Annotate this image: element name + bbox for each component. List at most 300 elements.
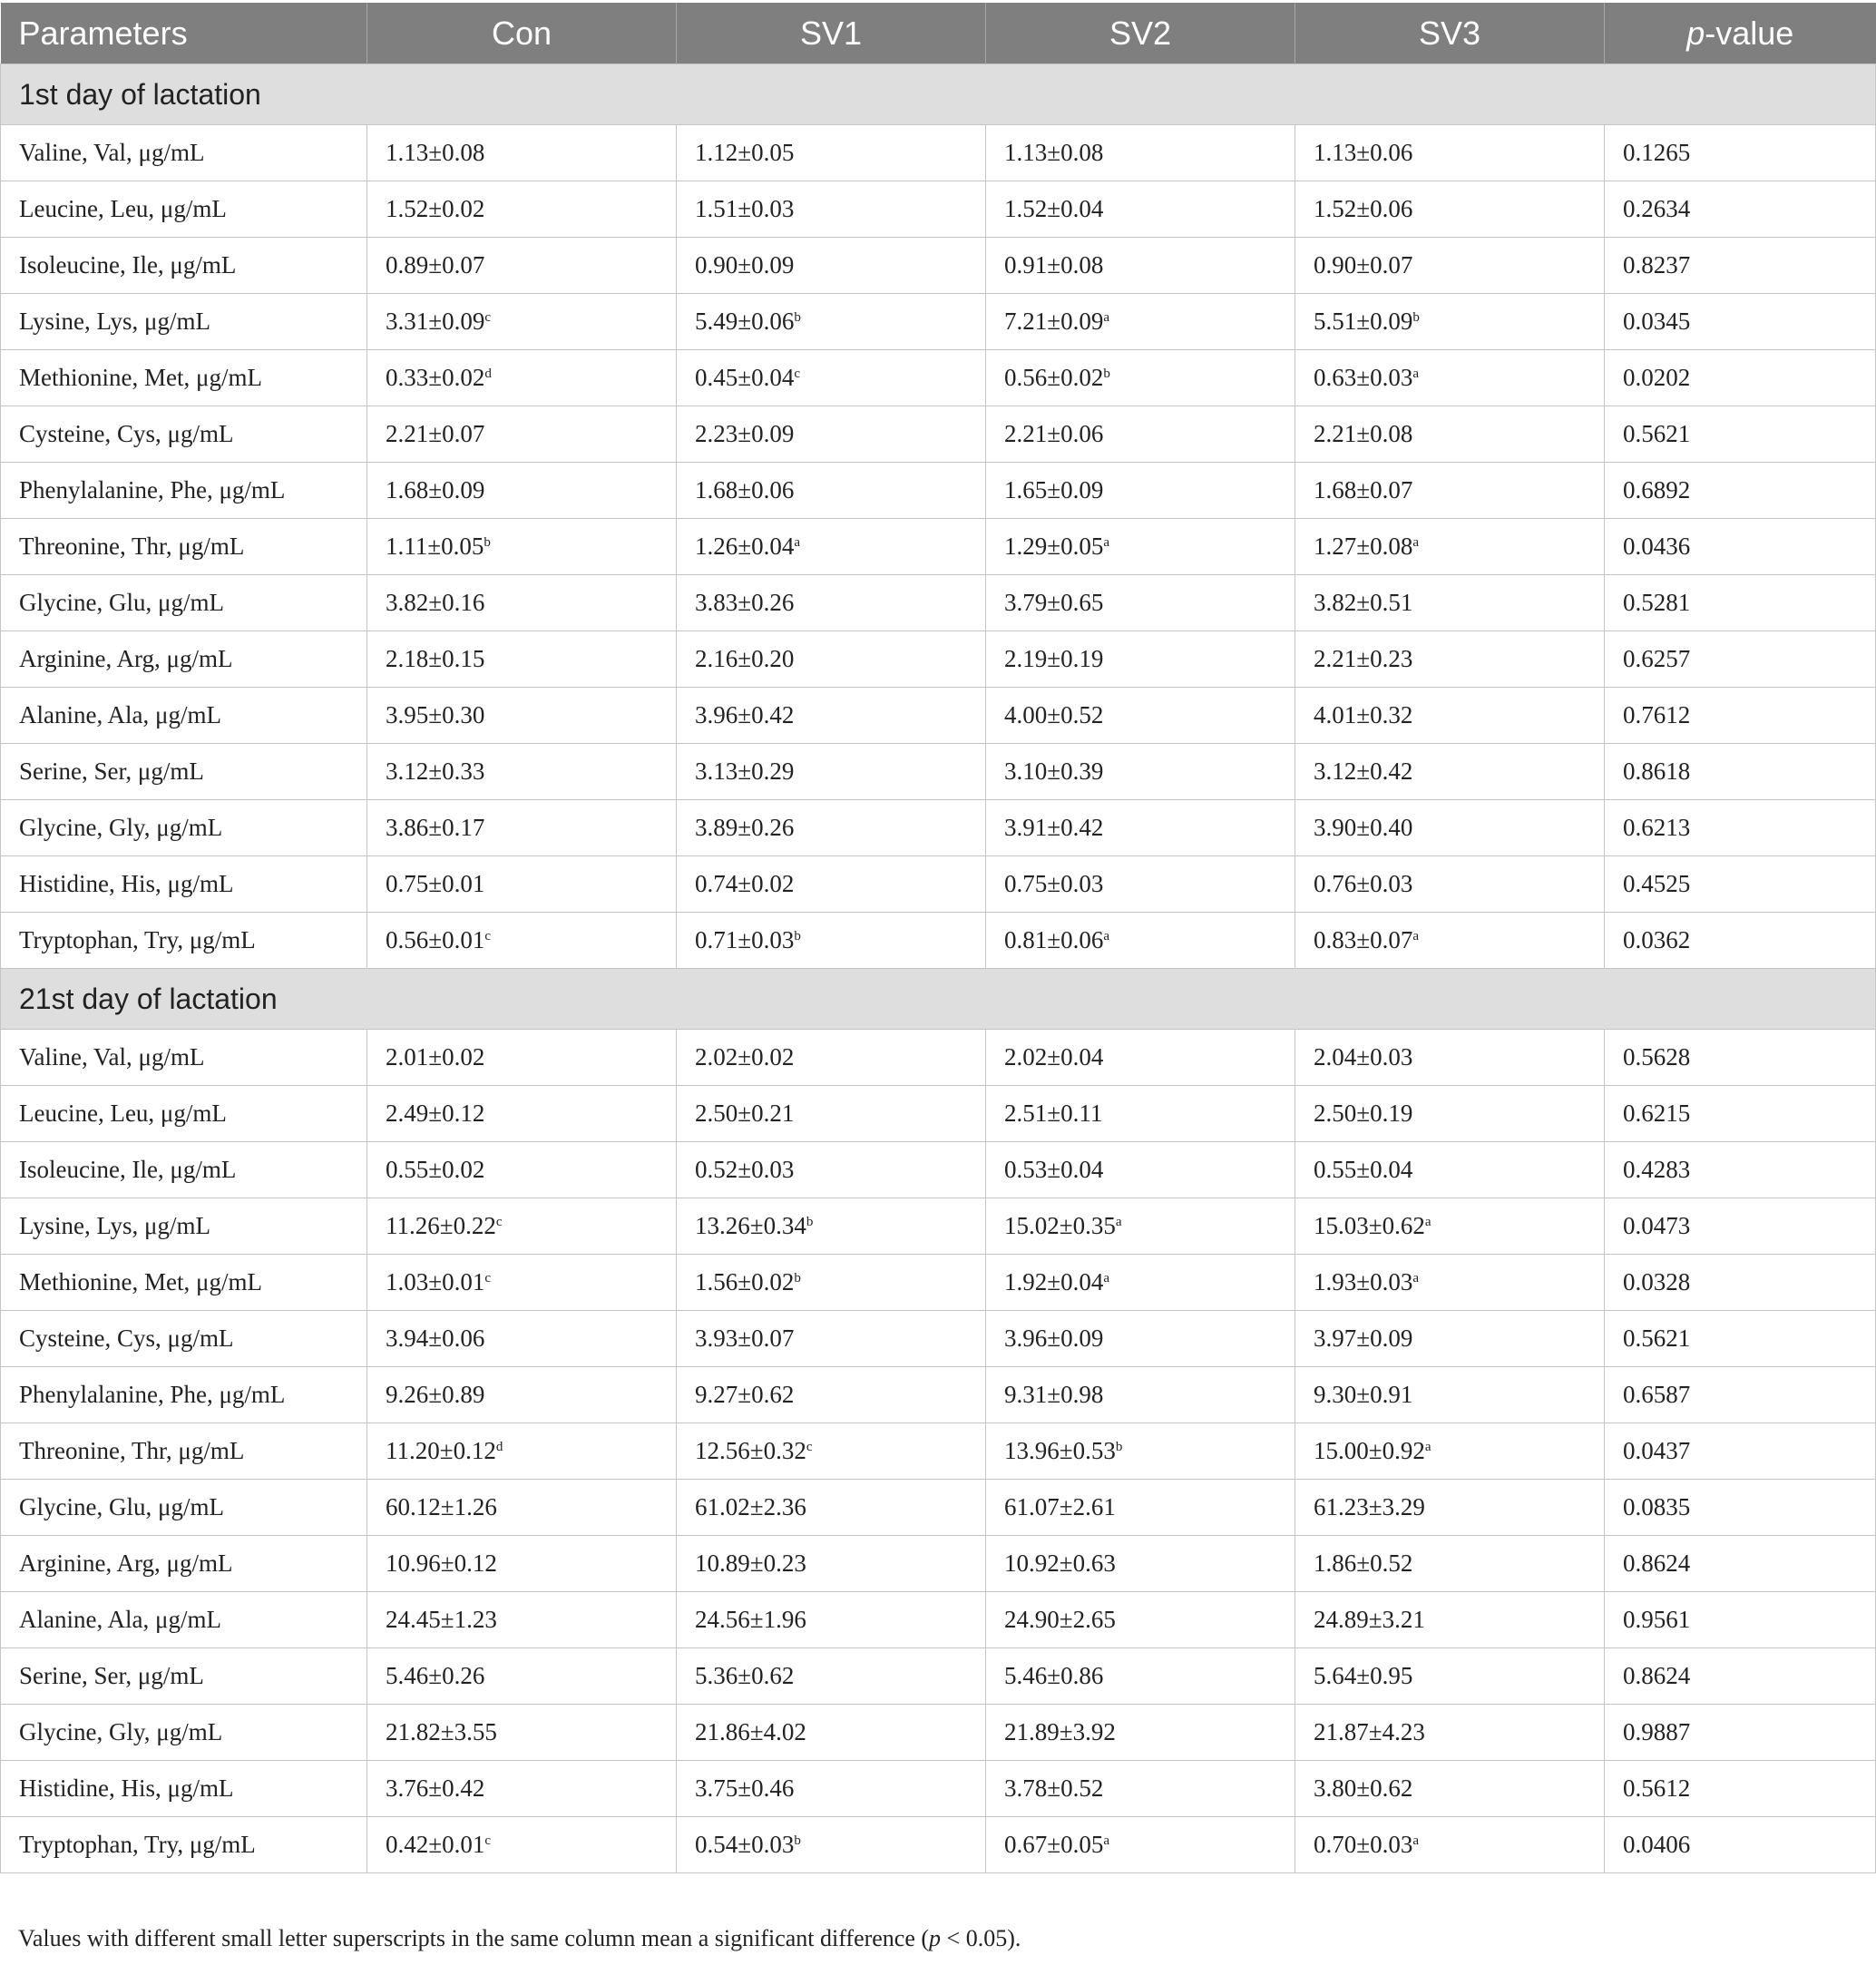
p-value-cell: 0.2634: [1605, 181, 1876, 238]
significance-superscript: c: [484, 1271, 491, 1286]
mean-sd-value: 3.91±0.42: [1004, 814, 1104, 841]
mean-sd-value: 1.29±0.05: [1004, 533, 1104, 560]
p-value-cell: 0.5621: [1605, 406, 1876, 463]
mean-sd-value: 1.68±0.07: [1314, 476, 1413, 503]
value-cell: [986, 1480, 1295, 1536]
p-value-cell: 0.0437: [1605, 1423, 1876, 1480]
mean-sd-value: 9.26±0.89: [386, 1381, 485, 1408]
mean-sd-value: 2.16±0.20: [695, 645, 795, 672]
value-cell: [677, 1198, 986, 1255]
parameter-cell: Histidine, His, μg/mL: [1, 1761, 367, 1817]
mean-sd-value: 0.53±0.04: [1004, 1156, 1104, 1183]
mean-sd-value: 1.03±0.01: [386, 1268, 485, 1295]
value-cell: [367, 800, 677, 856]
parameter-cell: Leucine, Leu, μg/mL: [1, 1086, 367, 1142]
mean-sd-value: 0.70±0.03: [1314, 1831, 1413, 1858]
significance-superscript: b: [1115, 1440, 1123, 1454]
mean-sd-value: 15.03±0.62: [1314, 1212, 1425, 1239]
value-cell: [986, 856, 1295, 913]
value-cell: [677, 1423, 986, 1480]
value-cell: [677, 238, 986, 294]
value-cell: [677, 125, 986, 181]
mean-sd-value: 21.86±4.02: [695, 1718, 806, 1745]
table-row: [1, 463, 1876, 519]
parameter-cell: Phenylalanine, Phe, μg/mL: [1, 463, 367, 519]
mean-sd-value: 24.45±1.23: [386, 1606, 497, 1633]
table-row: [1, 1480, 1876, 1536]
mean-sd-value: 3.76±0.42: [386, 1774, 485, 1802]
mean-sd-value: 11.20±0.12: [386, 1437, 496, 1464]
mean-sd-value: 3.31±0.09: [386, 308, 485, 335]
mean-sd-value: 2.02±0.04: [1004, 1043, 1104, 1070]
value-cell: [367, 1030, 677, 1086]
value-cell: [367, 1648, 677, 1705]
table-row: [1, 350, 1876, 406]
value-cell: [1295, 406, 1605, 463]
value-cell: [677, 519, 986, 575]
value-cell: [367, 688, 677, 744]
p-value-cell: 0.0406: [1605, 1817, 1876, 1873]
table-row: [1, 1761, 1876, 1817]
header-sv1: SV1: [677, 3, 986, 64]
p-value-cell: 0.5628: [1605, 1030, 1876, 1086]
mean-sd-value: 2.51±0.11: [1004, 1100, 1103, 1127]
value-cell: [367, 1086, 677, 1142]
parameter-cell: Tryptophan, Try, μg/mL: [1, 1817, 367, 1873]
mean-sd-value: 0.55±0.04: [1314, 1156, 1413, 1183]
significance-superscript: a: [1103, 1833, 1109, 1848]
value-cell: [677, 1311, 986, 1367]
value-cell: [677, 1536, 986, 1592]
mean-sd-value: 61.07±2.61: [1004, 1493, 1116, 1520]
value-cell: [1295, 181, 1605, 238]
value-cell: [367, 1255, 677, 1311]
mean-sd-value: 1.13±0.08: [1004, 139, 1104, 166]
table-row: [1, 688, 1876, 744]
mean-sd-value: 24.56±1.96: [695, 1606, 806, 1633]
significance-superscript: c: [484, 929, 491, 943]
value-cell: [986, 744, 1295, 800]
table-row: [1, 744, 1876, 800]
mean-sd-value: 0.89±0.07: [386, 251, 485, 279]
value-cell: [1295, 1536, 1605, 1592]
value-cell: [677, 744, 986, 800]
mean-sd-value: 5.49±0.06: [695, 308, 795, 335]
value-cell: [986, 1030, 1295, 1086]
value-cell: [986, 1536, 1295, 1592]
section-title: 1st day of lactation: [1, 64, 1876, 125]
p-value-cell: 0.6587: [1605, 1367, 1876, 1423]
mean-sd-value: 12.56±0.32: [695, 1437, 806, 1464]
mean-sd-value: 0.54±0.03: [695, 1831, 795, 1858]
mean-sd-value: 0.90±0.09: [695, 251, 795, 279]
mean-sd-value: 2.19±0.19: [1004, 645, 1104, 672]
parameter-cell: Glycine, Gly, μg/mL: [1, 800, 367, 856]
value-cell: [677, 1817, 986, 1873]
mean-sd-value: 3.82±0.51: [1314, 589, 1413, 616]
mean-sd-value: 5.64±0.95: [1314, 1662, 1413, 1689]
mean-sd-value: 11.26±0.22: [386, 1212, 496, 1239]
mean-sd-value: 61.23±3.29: [1314, 1493, 1425, 1520]
mean-sd-value: 3.96±0.42: [695, 701, 795, 728]
p-value-cell: 0.0835: [1605, 1480, 1876, 1536]
significance-superscript: a: [1412, 929, 1419, 943]
table-row: [1, 1536, 1876, 1592]
value-cell: [986, 463, 1295, 519]
value-cell: [986, 1367, 1295, 1423]
value-cell: [986, 1423, 1295, 1480]
header-p-suffix: -value: [1705, 14, 1794, 52]
mean-sd-value: 1.86±0.52: [1314, 1550, 1413, 1577]
table-footnote: [18, 1925, 1021, 1952]
p-value-cell: 0.6892: [1605, 463, 1876, 519]
parameter-cell: Threonine, Thr, μg/mL: [1, 1423, 367, 1480]
value-cell: [677, 1030, 986, 1086]
significance-superscript: a: [794, 535, 800, 550]
mean-sd-value: 1.52±0.06: [1314, 195, 1413, 222]
p-value-cell: 0.0328: [1605, 1255, 1876, 1311]
footnote-text-before: Values with different small letter superscripts in the same column mean a significant difference (: [18, 1925, 930, 1951]
value-cell: [1295, 688, 1605, 744]
value-cell: [1295, 1761, 1605, 1817]
mean-sd-value: 4.00±0.52: [1004, 701, 1104, 728]
mean-sd-value: 15.02±0.35: [1004, 1212, 1116, 1239]
value-cell: [367, 1367, 677, 1423]
value-cell: [677, 1255, 986, 1311]
mean-sd-value: 2.21±0.07: [386, 420, 485, 447]
mean-sd-value: 2.50±0.19: [1314, 1100, 1413, 1127]
mean-sd-value: 0.55±0.02: [386, 1156, 485, 1183]
footnote-text-after: < 0.05).: [941, 1925, 1021, 1951]
significance-superscript: b: [794, 929, 801, 943]
mean-sd-value: 1.13±0.06: [1314, 139, 1413, 166]
p-value-cell: 0.5281: [1605, 575, 1876, 631]
parameter-cell: Valine, Val, μg/mL: [1, 125, 367, 181]
value-cell: [367, 1311, 677, 1367]
p-value-cell: 0.9887: [1605, 1705, 1876, 1761]
parameter-cell: Leucine, Leu, μg/mL: [1, 181, 367, 238]
parameter-cell: Isoleucine, Ile, μg/mL: [1, 238, 367, 294]
value-cell: [677, 1367, 986, 1423]
value-cell: [986, 519, 1295, 575]
significance-superscript: b: [484, 535, 491, 550]
parameter-cell: Phenylalanine, Phe, μg/mL: [1, 1367, 367, 1423]
value-cell: [1295, 744, 1605, 800]
significance-superscript: c: [806, 1440, 813, 1454]
mean-sd-value: 0.71±0.03: [695, 926, 795, 953]
table-row: [1, 1705, 1876, 1761]
mean-sd-value: 3.79±0.65: [1004, 589, 1104, 616]
value-cell: [367, 1480, 677, 1536]
mean-sd-value: 1.93±0.03: [1314, 1268, 1413, 1295]
mean-sd-value: 21.89±3.92: [1004, 1718, 1116, 1745]
significance-superscript: a: [1103, 535, 1109, 550]
mean-sd-value: 60.12±1.26: [386, 1493, 497, 1520]
value-cell: [677, 1086, 986, 1142]
p-value-cell: 0.6213: [1605, 800, 1876, 856]
value-cell: [1295, 631, 1605, 688]
value-cell: [1295, 350, 1605, 406]
mean-sd-value: 9.31±0.98: [1004, 1381, 1104, 1408]
value-cell: [986, 1761, 1295, 1817]
value-cell: [986, 181, 1295, 238]
p-value-cell: 0.1265: [1605, 125, 1876, 181]
mean-sd-value: 2.01±0.02: [386, 1043, 485, 1070]
significance-superscript: a: [1412, 1833, 1419, 1848]
value-cell: [367, 1423, 677, 1480]
p-value-cell: 0.8624: [1605, 1536, 1876, 1592]
value-cell: [367, 238, 677, 294]
parameter-cell: Glycine, Glu, μg/mL: [1, 1480, 367, 1536]
mean-sd-value: 61.02±2.36: [695, 1493, 806, 1520]
mean-sd-value: 3.75±0.46: [695, 1774, 795, 1802]
table-row: [1, 294, 1876, 350]
significance-superscript: b: [806, 1215, 814, 1229]
mean-sd-value: 3.93±0.07: [695, 1325, 795, 1352]
value-cell: [677, 856, 986, 913]
value-cell: [1295, 1086, 1605, 1142]
value-cell: [677, 1480, 986, 1536]
p-value-cell: 0.5612: [1605, 1761, 1876, 1817]
significance-superscript: b: [794, 310, 801, 325]
value-cell: [677, 688, 986, 744]
p-value-cell: 0.8237: [1605, 238, 1876, 294]
p-value-cell: 0.0362: [1605, 913, 1876, 969]
mean-sd-value: 24.89±3.21: [1314, 1606, 1425, 1633]
value-cell: [1295, 913, 1605, 969]
value-cell: [986, 800, 1295, 856]
mean-sd-value: 10.89±0.23: [695, 1550, 806, 1577]
parameter-cell: Lysine, Lys, μg/mL: [1, 294, 367, 350]
value-cell: [1295, 1367, 1605, 1423]
value-cell: [1295, 1705, 1605, 1761]
value-cell: [367, 1142, 677, 1198]
significance-superscript: a: [1103, 310, 1109, 325]
value-cell: [986, 1142, 1295, 1198]
table-row: [1, 1198, 1876, 1255]
mean-sd-value: 2.21±0.23: [1314, 645, 1413, 672]
value-cell: [1295, 575, 1605, 631]
table-row: [1, 181, 1876, 238]
mean-sd-value: 2.21±0.06: [1004, 420, 1104, 447]
parameter-cell: Tryptophan, Try, μg/mL: [1, 913, 367, 969]
parameter-cell: Serine, Ser, μg/mL: [1, 744, 367, 800]
mean-sd-value: 4.01±0.32: [1314, 701, 1413, 728]
parameter-cell: Alanine, Ala, μg/mL: [1, 688, 367, 744]
table-row: [1, 1592, 1876, 1648]
mean-sd-value: 9.30±0.91: [1314, 1381, 1413, 1408]
mean-sd-value: 1.68±0.09: [386, 476, 485, 503]
header-sv3: SV3: [1295, 3, 1605, 64]
mean-sd-value: 21.87±4.23: [1314, 1718, 1425, 1745]
value-cell: [986, 406, 1295, 463]
value-cell: [367, 631, 677, 688]
parameter-cell: Methionine, Met, μg/mL: [1, 1255, 367, 1311]
significance-superscript: b: [794, 1833, 801, 1848]
mean-sd-value: 2.49±0.12: [386, 1100, 485, 1127]
mean-sd-value: 1.52±0.04: [1004, 195, 1104, 222]
significance-superscript: a: [1103, 1271, 1109, 1286]
table-row: [1, 125, 1876, 181]
mean-sd-value: 3.94±0.06: [386, 1325, 485, 1352]
parameter-cell: Valine, Val, μg/mL: [1, 1030, 367, 1086]
significance-superscript: d: [495, 1440, 503, 1454]
mean-sd-value: 21.82±3.55: [386, 1718, 497, 1745]
value-cell: [986, 1198, 1295, 1255]
header-sv2: SV2: [986, 3, 1295, 64]
value-cell: [1295, 1142, 1605, 1198]
parameter-cell: Threonine, Thr, μg/mL: [1, 519, 367, 575]
value-cell: [1295, 1480, 1605, 1536]
value-cell: [1295, 1592, 1605, 1648]
table-row: [1, 406, 1876, 463]
value-cell: [1295, 463, 1605, 519]
mean-sd-value: 3.80±0.62: [1314, 1774, 1413, 1802]
mean-sd-value: 0.81±0.06: [1004, 926, 1104, 953]
significance-superscript: a: [1103, 929, 1109, 943]
table-row: [1, 575, 1876, 631]
mean-sd-value: 0.75±0.01: [386, 870, 485, 897]
section-title: 21st day of lactation: [1, 969, 1876, 1030]
header-parameters: Parameters: [1, 3, 367, 64]
mean-sd-value: 0.45±0.04: [695, 364, 795, 391]
mean-sd-value: 3.89±0.26: [695, 814, 795, 841]
value-cell: [986, 1705, 1295, 1761]
significance-superscript: c: [484, 310, 491, 325]
parameter-cell: Alanine, Ala, μg/mL: [1, 1592, 367, 1648]
value-cell: [677, 350, 986, 406]
header-p-value: [1605, 3, 1876, 64]
significance-superscript: c: [495, 1215, 503, 1229]
parameter-cell: Histidine, His, μg/mL: [1, 856, 367, 913]
p-value-cell: 0.5621: [1605, 1311, 1876, 1367]
parameter-cell: Isoleucine, Ile, μg/mL: [1, 1142, 367, 1198]
p-value-cell: 0.4525: [1605, 856, 1876, 913]
p-value-cell: 0.8624: [1605, 1648, 1876, 1705]
parameter-cell: Cysteine, Cys, μg/mL: [1, 406, 367, 463]
significance-superscript: c: [794, 367, 800, 381]
value-cell: [1295, 1817, 1605, 1873]
value-cell: [986, 913, 1295, 969]
mean-sd-value: 5.46±0.26: [386, 1662, 485, 1689]
table-row: [1, 856, 1876, 913]
p-value-cell: 0.0345: [1605, 294, 1876, 350]
value-cell: [1295, 238, 1605, 294]
significance-superscript: a: [1424, 1440, 1431, 1454]
mean-sd-value: 1.51±0.03: [695, 195, 795, 222]
table-row: [1, 1142, 1876, 1198]
value-cell: [367, 294, 677, 350]
table-body: [1, 64, 1876, 1873]
value-cell: [367, 1705, 677, 1761]
mean-sd-value: 13.96±0.53: [1004, 1437, 1116, 1464]
mean-sd-value: 5.46±0.86: [1004, 1662, 1104, 1689]
value-cell: [677, 800, 986, 856]
significance-superscript: b: [1103, 367, 1110, 381]
mean-sd-value: 0.63±0.03: [1314, 364, 1413, 391]
table-row: [1, 519, 1876, 575]
mean-sd-value: 1.52±0.02: [386, 195, 485, 222]
mean-sd-value: 2.23±0.09: [695, 420, 795, 447]
value-cell: [677, 1592, 986, 1648]
mean-sd-value: 2.50±0.21: [695, 1100, 795, 1127]
value-cell: [367, 1761, 677, 1817]
mean-sd-value: 3.10±0.39: [1004, 758, 1104, 785]
value-cell: [367, 1198, 677, 1255]
mean-sd-value: 10.96±0.12: [386, 1550, 497, 1577]
value-cell: [677, 575, 986, 631]
mean-sd-value: 24.90±2.65: [1004, 1606, 1116, 1633]
mean-sd-value: 10.92±0.63: [1004, 1550, 1116, 1577]
table-row: [1, 238, 1876, 294]
value-cell: [1295, 519, 1605, 575]
mean-sd-value: 2.21±0.08: [1314, 420, 1413, 447]
value-cell: [986, 238, 1295, 294]
table-row: [1, 1367, 1876, 1423]
value-cell: [367, 856, 677, 913]
value-cell: [986, 1255, 1295, 1311]
mean-sd-value: 2.04±0.03: [1314, 1043, 1413, 1070]
mean-sd-value: 1.26±0.04: [695, 533, 795, 560]
p-value-cell: 0.4283: [1605, 1142, 1876, 1198]
value-cell: [367, 350, 677, 406]
significance-superscript: c: [484, 1833, 491, 1848]
p-value-cell: 0.7612: [1605, 688, 1876, 744]
value-cell: [1295, 1030, 1605, 1086]
value-cell: [677, 1705, 986, 1761]
table-row: [1, 1311, 1876, 1367]
value-cell: [367, 744, 677, 800]
table-row: [1, 1255, 1876, 1311]
mean-sd-value: 0.90±0.07: [1314, 251, 1413, 279]
table-row: [1, 913, 1876, 969]
mean-sd-value: 3.12±0.33: [386, 758, 485, 785]
significance-superscript: b: [794, 1271, 801, 1286]
mean-sd-value: 0.91±0.08: [1004, 251, 1104, 279]
amino-acid-table: [0, 3, 1876, 1873]
significance-superscript: a: [1424, 1215, 1431, 1229]
significance-superscript: a: [1412, 1271, 1419, 1286]
mean-sd-value: 2.02±0.02: [695, 1043, 795, 1070]
value-cell: [367, 125, 677, 181]
p-value-cell: 0.8618: [1605, 744, 1876, 800]
parameter-cell: Methionine, Met, μg/mL: [1, 350, 367, 406]
value-cell: [986, 1648, 1295, 1705]
p-value-cell: 0.9561: [1605, 1592, 1876, 1648]
significance-superscript: d: [484, 367, 492, 381]
value-cell: [1295, 125, 1605, 181]
mean-sd-value: 3.12±0.42: [1314, 758, 1413, 785]
table-row: [1, 800, 1876, 856]
p-value-cell: 0.6257: [1605, 631, 1876, 688]
mean-sd-value: 1.68±0.06: [695, 476, 795, 503]
value-cell: [1295, 856, 1605, 913]
value-cell: [367, 575, 677, 631]
significance-superscript: b: [1412, 310, 1420, 325]
mean-sd-value: 3.90±0.40: [1314, 814, 1413, 841]
parameter-cell: Cysteine, Cys, μg/mL: [1, 1311, 367, 1367]
table-row: [1, 1086, 1876, 1142]
mean-sd-value: 5.36±0.62: [695, 1662, 795, 1689]
mean-sd-value: 0.56±0.02: [1004, 364, 1104, 391]
parameter-cell: Lysine, Lys, μg/mL: [1, 1198, 367, 1255]
mean-sd-value: 1.92±0.04: [1004, 1268, 1104, 1295]
section-header-row: [1, 64, 1876, 125]
mean-sd-value: 0.52±0.03: [695, 1156, 795, 1183]
value-cell: [677, 181, 986, 238]
value-cell: [367, 406, 677, 463]
mean-sd-value: 3.95±0.30: [386, 701, 485, 728]
